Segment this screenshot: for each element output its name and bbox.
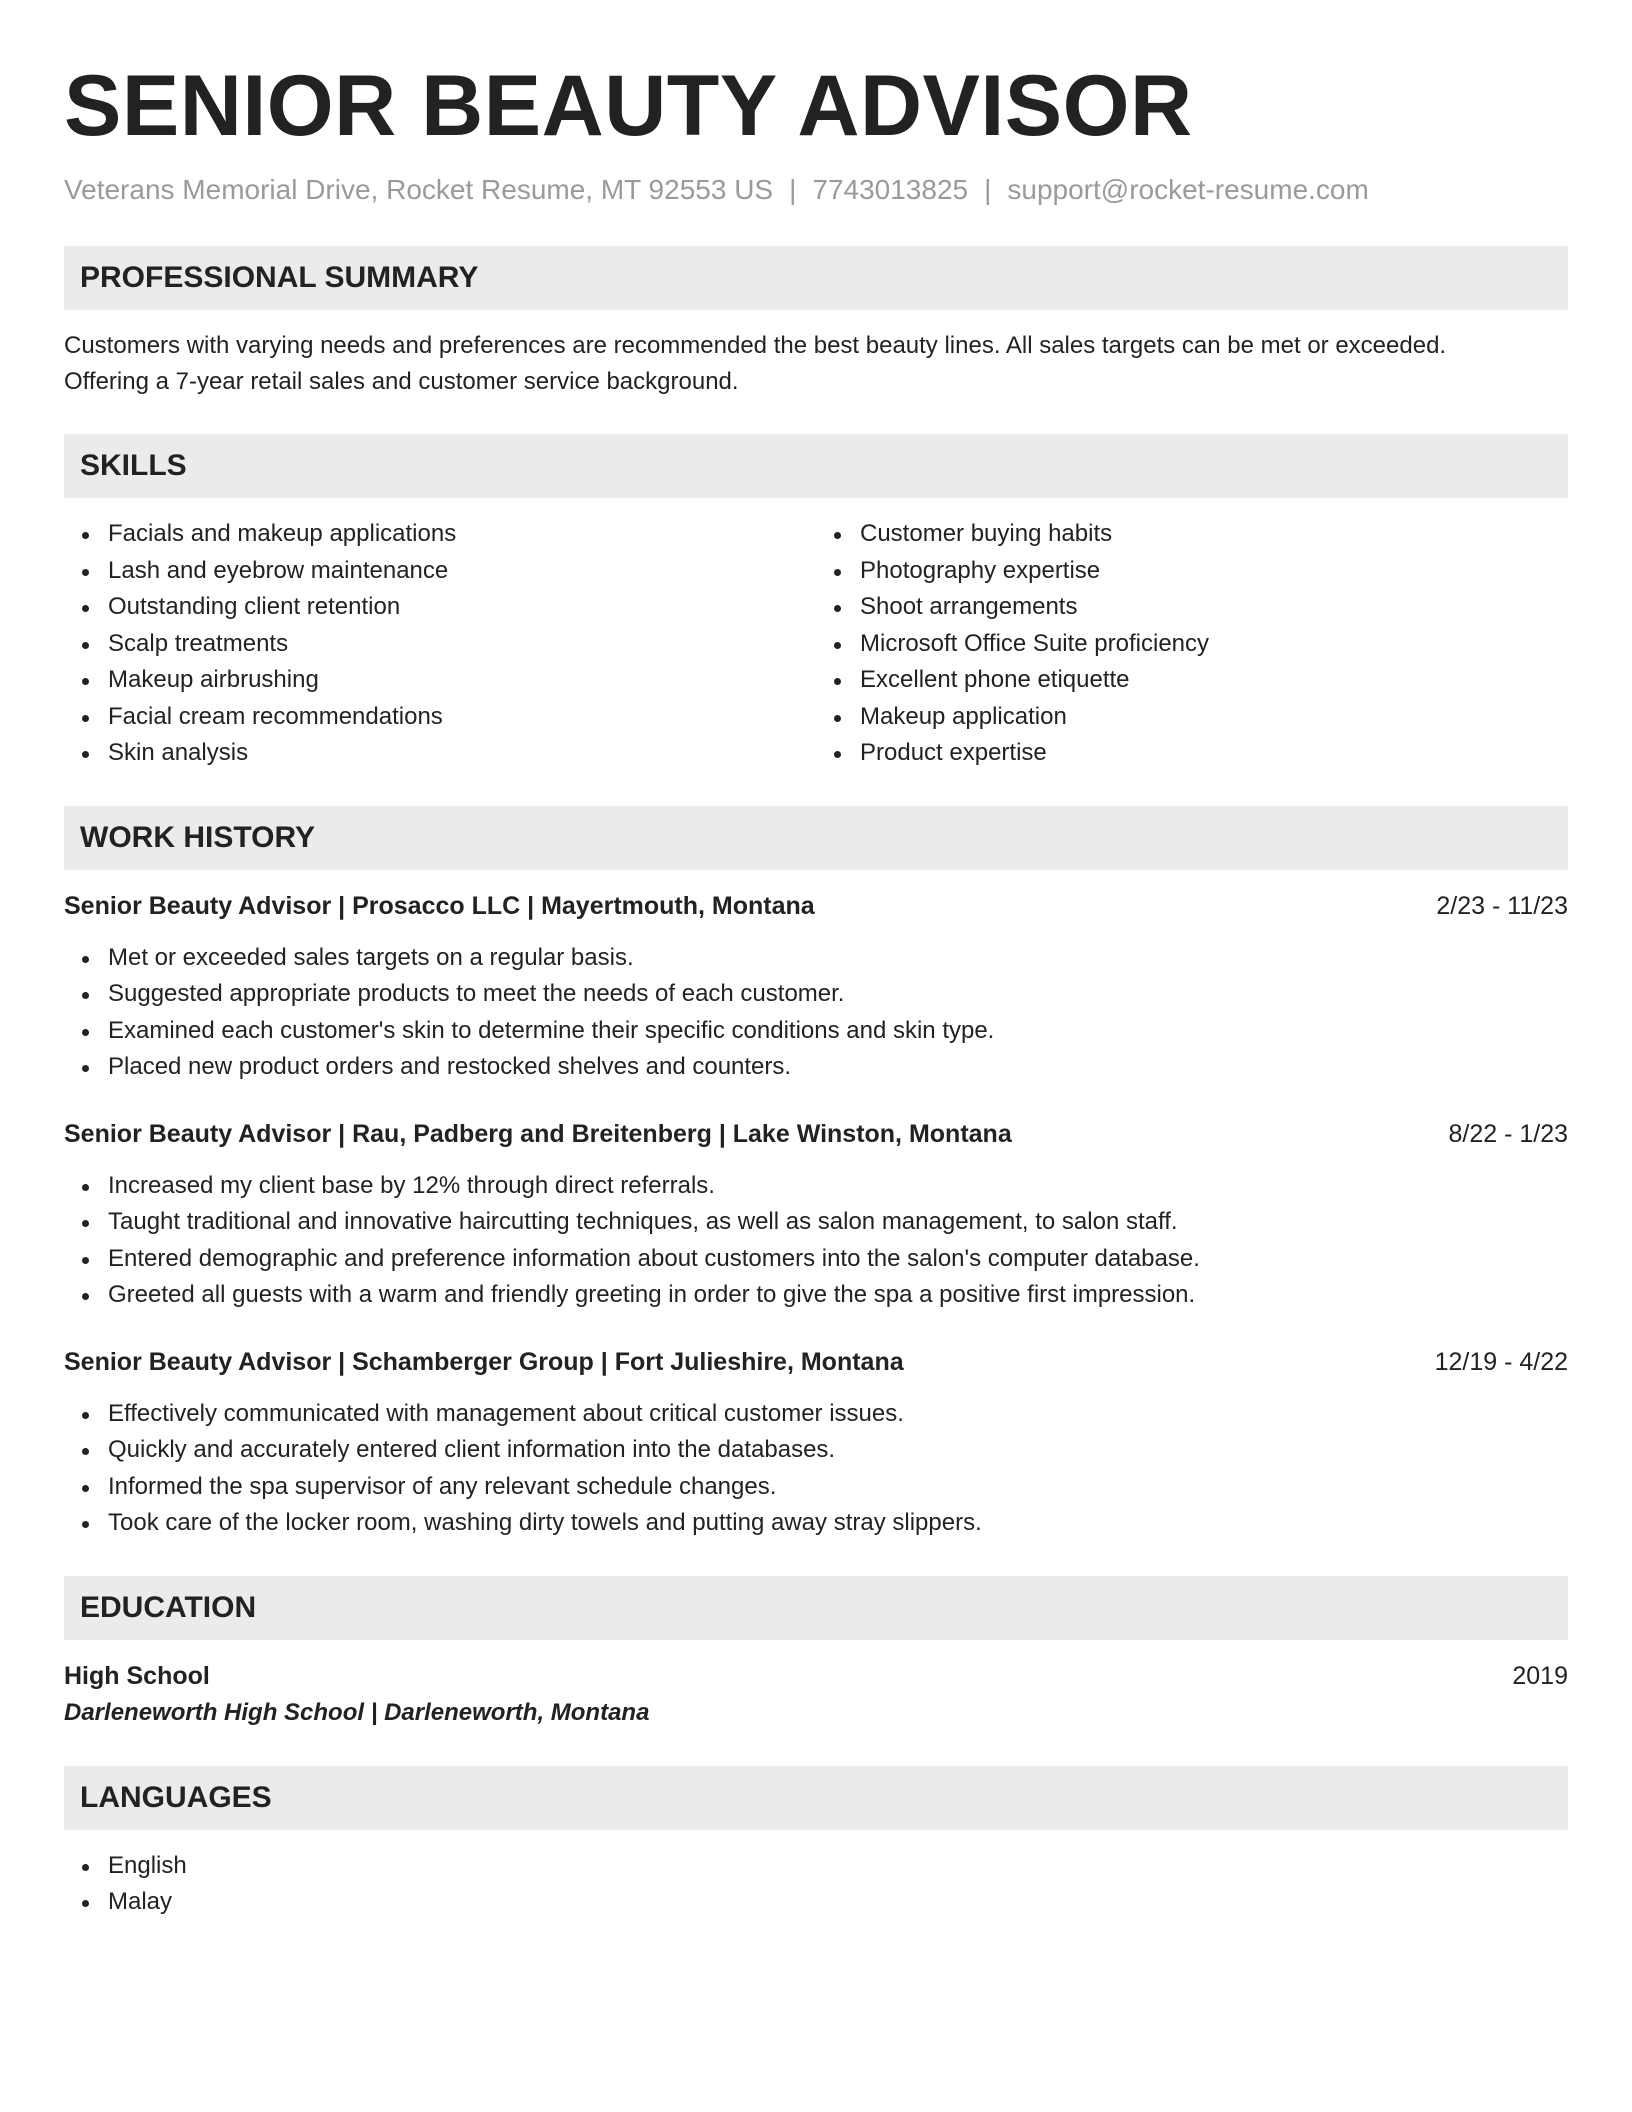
skill-item: Facials and makeup applications bbox=[108, 516, 816, 553]
languages-section bbox=[64, 1766, 1568, 1921]
education-year: 2019 bbox=[1512, 1661, 1568, 1690]
contact-separator: | bbox=[789, 174, 797, 205]
education-header bbox=[64, 1658, 1568, 1694]
skill-item: Excellent phone etiquette bbox=[860, 662, 1568, 699]
job-bullet: Effectively communicated with management about critical customer issues. bbox=[108, 1396, 1568, 1433]
summary-line: Customers with varying needs and preferences are recommended the best beauty lines. All sales targets can be met or exceeded. bbox=[64, 332, 1447, 359]
education-section bbox=[64, 1576, 1568, 1732]
job-bullet: Taught traditional and innovative haircutting techniques, as well as salon management, to salon staff. bbox=[108, 1204, 1568, 1241]
job-entry bbox=[64, 1344, 1568, 1542]
education-entry bbox=[64, 1658, 1568, 1732]
job-dates: 12/19 - 4/22 bbox=[1434, 1347, 1568, 1376]
skill-item: Outstanding client retention bbox=[108, 589, 816, 626]
language-item: Malay bbox=[108, 1884, 1568, 1921]
skills-list-right bbox=[816, 516, 1568, 772]
contact-address: Veterans Memorial Drive, Rocket Resume, MT 92553 US bbox=[64, 174, 774, 205]
skills-section bbox=[64, 434, 1568, 772]
job-title: Senior Beauty Advisor | Prosacco LLC | Mayertmouth, Montana bbox=[64, 891, 815, 920]
education-heading: EDUCATION bbox=[64, 1576, 1568, 1640]
job-bullet: Took care of the locker room, washing dirty towels and putting away stray slippers. bbox=[108, 1505, 1568, 1542]
language-item: English bbox=[108, 1848, 1568, 1885]
skill-item: Photography expertise bbox=[860, 553, 1568, 590]
job-title: Senior Beauty Advisor | Schamberger Group | Fort Julieshire, Montana bbox=[64, 1347, 904, 1376]
contact-separator: | bbox=[984, 174, 992, 205]
job-dates: 8/22 - 1/23 bbox=[1448, 1119, 1568, 1148]
job-header bbox=[64, 888, 1568, 924]
summary-text bbox=[64, 328, 1568, 400]
job-bullet: Increased my client base by 12% through direct referrals. bbox=[108, 1168, 1568, 1205]
job-bullet: Entered demographic and preference information about customers into the salon's computer database. bbox=[108, 1241, 1568, 1278]
job-header bbox=[64, 1116, 1568, 1152]
education-degree: High School bbox=[64, 1661, 210, 1690]
job-bullets bbox=[64, 940, 1568, 1086]
skill-item: Product expertise bbox=[860, 735, 1568, 772]
summary-section bbox=[64, 246, 1568, 400]
job-dates: 2/23 - 11/23 bbox=[1436, 891, 1568, 920]
skill-item: Shoot arrangements bbox=[860, 589, 1568, 626]
skill-item: Scalp treatments bbox=[108, 626, 816, 663]
summary-line: Offering a 7-year retail sales and customer service background. bbox=[64, 368, 739, 395]
job-bullet: Examined each customer's skin to determine their specific conditions and skin type. bbox=[108, 1013, 1568, 1050]
job-bullet: Informed the spa supervisor of any relevant schedule changes. bbox=[108, 1469, 1568, 1506]
work-history-heading: WORK HISTORY bbox=[64, 806, 1568, 870]
languages-heading: LANGUAGES bbox=[64, 1766, 1568, 1830]
skills-columns bbox=[64, 516, 1568, 772]
skill-item: Microsoft Office Suite proficiency bbox=[860, 626, 1568, 663]
languages-list bbox=[64, 1848, 1568, 1921]
skill-item: Makeup airbrushing bbox=[108, 662, 816, 699]
job-bullets bbox=[64, 1168, 1568, 1314]
skill-item: Customer buying habits bbox=[860, 516, 1568, 553]
contact-phone: 7743013825 bbox=[812, 174, 969, 205]
job-bullet: Quickly and accurately entered client information into the databases. bbox=[108, 1432, 1568, 1469]
job-bullet: Greeted all guests with a warm and friendly greeting in order to give the spa a positive first impression. bbox=[108, 1277, 1568, 1314]
skill-item: Skin analysis bbox=[108, 735, 816, 772]
job-bullet: Suggested appropriate products to meet the needs of each customer. bbox=[108, 976, 1568, 1013]
skill-item: Facial cream recommendations bbox=[108, 699, 816, 736]
job-bullet: Met or exceeded sales targets on a regular basis. bbox=[108, 940, 1568, 977]
job-bullets bbox=[64, 1396, 1568, 1542]
job-entry bbox=[64, 1116, 1568, 1314]
job-bullet: Placed new product orders and restocked shelves and counters. bbox=[108, 1049, 1568, 1086]
job-header bbox=[64, 1344, 1568, 1380]
job-title: Senior Beauty Advisor | Rau, Padberg and Breitenberg | Lake Winston, Montana bbox=[64, 1119, 1012, 1148]
contact-email: support@rocket-resume.com bbox=[1007, 174, 1369, 205]
job-entry bbox=[64, 888, 1568, 1086]
summary-heading: PROFESSIONAL SUMMARY bbox=[64, 246, 1568, 310]
skills-list-left bbox=[64, 516, 816, 772]
skill-item: Makeup application bbox=[860, 699, 1568, 736]
contact-line bbox=[64, 172, 1568, 208]
resume-name: SENIOR BEAUTY ADVISOR bbox=[64, 58, 1193, 154]
work-history-section bbox=[64, 806, 1568, 1542]
skills-heading: SKILLS bbox=[64, 434, 1568, 498]
skill-item: Lash and eyebrow maintenance bbox=[108, 553, 816, 590]
education-school: Darleneworth High School | Darleneworth, Montana bbox=[64, 1698, 650, 1726]
